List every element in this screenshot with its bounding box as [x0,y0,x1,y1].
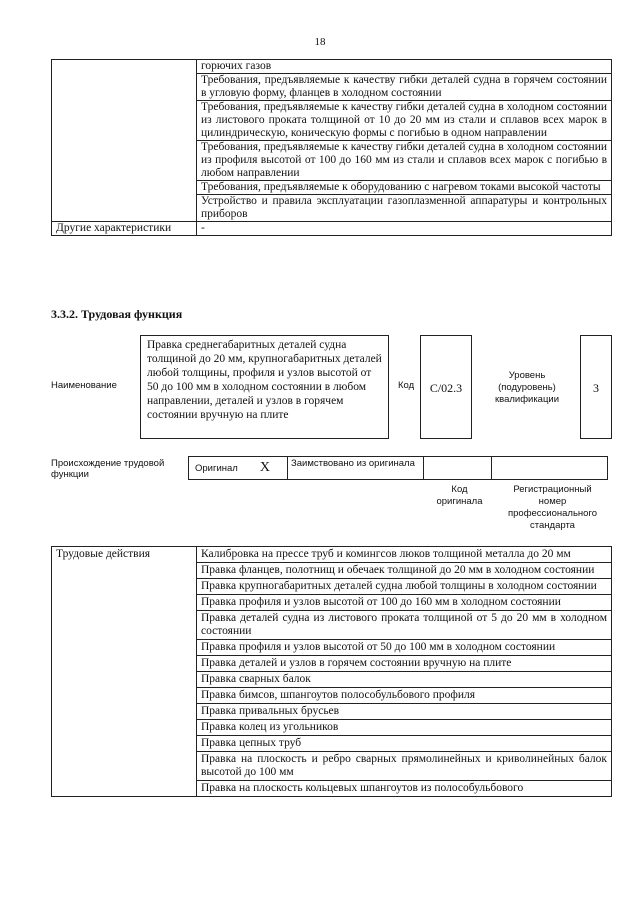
labor-action: Правка сварных балок [197,672,612,688]
code-label: Код [398,380,415,391]
level-label-line: Уровень [508,370,546,381]
labor-action: Правка крупногабаритных деталей судна любой толщины в холодном состоянии [197,579,612,595]
knowledge-item: Требования, предъявляемые к качеству гибки деталей судна в холодном состоянии из листового проката толщиной от 10 до 20 мм из стали и сплавов всех марок в цилиндрическую, коническую формы с погибью в одном направлении [197,101,612,141]
original-cell [188,456,288,480]
origin-row [189,456,608,480]
original-code-label [425,484,494,508]
level-label [482,370,572,406]
registration-number-cell [491,456,608,480]
origin-label: Происхождение трудовой функции [51,458,165,480]
page-number: 18 [314,36,326,48]
borrowed-cell: Заимствовано из оригинала [287,456,424,480]
labor-action: Правка фланцев, полотнищ и обечаек толщиной до 20 мм в холодном состоянии [197,563,612,579]
original-code-cell [423,456,492,480]
knowledge-item: Требования, предъявляемые к оборудованию с нагревом токами высокой частоты [197,181,612,195]
original-label: Оригинал [195,462,238,474]
other-characteristics-value: - [197,222,612,236]
registration-label-line: номер [538,496,567,507]
labor-action: Калибровка на прессе труб и комингсов люков толщиной металла до 20 мм [197,547,612,563]
labor-action: Правка колец из угольников [197,720,612,736]
labor-action: Правка профиля и узлов высотой от 50 до 100 мм в холодном состоянии [197,640,612,656]
knowledge-table [51,59,612,236]
original-code-label-line: Код [451,484,468,495]
level-box: 3 [580,335,612,439]
name-label: Наименование [51,380,117,391]
registration-label-line: стандарта [530,520,575,531]
knowledge-item: горючих газов [197,60,612,74]
function-name-box: Правка среднегабаритных деталей судна толщиной до 20 мм, крупногабаритных деталей любой толщины, профиля и узлов высотой от 50 до 100 мм в холодном состоянии в любом направлении, деталей и узлов в горячем состоянии вручную на плите [140,335,389,439]
labor-action: Правка на плоскость кольцевых шпангоутов из полособульбового [197,781,612,797]
knowledge-label-cell [52,60,197,222]
other-characteristics-label: Другие характеристики [52,222,197,236]
labor-action: Правка деталей и узлов в горячем состоянии вручную на плите [197,656,612,672]
section-heading: 3.3.2. Трудовая функция [51,307,183,321]
original-code-label-line: оригинала [436,496,483,507]
knowledge-item: Требования, предъявляемые к качеству гибки деталей судна в горячем состоянии в угловую форму, фланцев в холодном состоянии [197,74,612,101]
labor-action: Правка деталей судна из листового проката толщиной от 5 до 20 мм в холодном состоянии [197,611,612,640]
labor-action: Правка бимсов, шпангоутов полособульбового профиля [197,688,612,704]
labor-actions-label: Трудовые действия [52,547,197,797]
level-label-line: (подуровень) [498,382,556,393]
original-mark: X [259,460,270,475]
labor-actions-table [51,546,612,797]
labor-action: Правка профиля и узлов высотой от 100 до 160 мм в холодном состоянии [197,595,612,611]
labor-action: Правка на плоскость и ребро сварных прямолинейных и криволинейных балок высотой до 100 мм [197,752,612,781]
labor-action: Правка цепных труб [197,736,612,752]
registration-label-line: Регистрационный [513,484,592,495]
level-label-line: квалификации [494,394,560,405]
labor-action: Правка привальных брусьев [197,704,612,720]
code-box: C/02.3 [420,335,472,439]
knowledge-item: Требования, предъявляемые к качеству гибки деталей судна в холодном состоянии из профиля высотой от 100 до 160 мм из стали и сплавов всех марок с погибью в любом направлении [197,141,612,181]
registration-number-label [494,484,611,532]
knowledge-item: Устройство и правила эксплуатации газоплазменной аппаратуры и контрольных приборов [197,195,612,222]
registration-label-line: профессионального [508,508,597,519]
